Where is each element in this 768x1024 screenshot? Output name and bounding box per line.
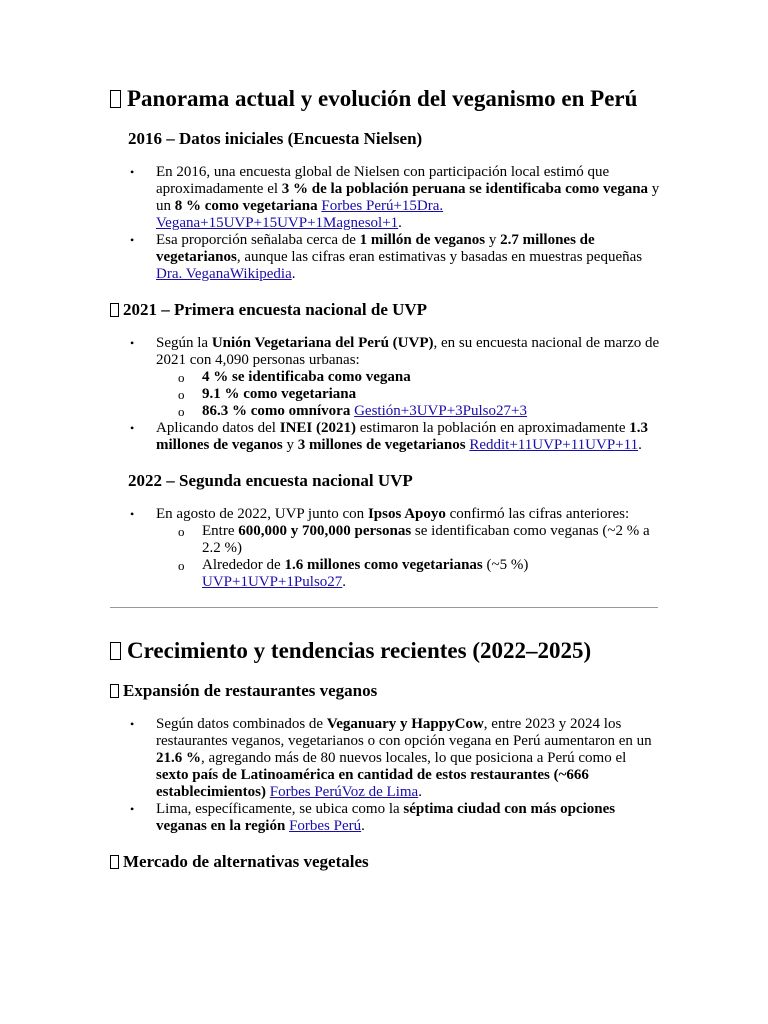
list-item: • Esa proporción señalaba cerca de 1 millón de veganos y 2.7 millones de vegetarianos, aunque las cifras eran estimativas y basadas en muestras pequeñas Dra. VeganaWikipedia. xyxy=(110,232,660,283)
source-link[interactable]: UVP+1UVP+1Pulso27 xyxy=(202,574,343,590)
list-item: • Según la Unión Vegetariana del Perú (UVP), en su encuesta nacional de marzo de 2021 con 4,090 personas urbanas: o 4 % se identificaba como vegana o 9.1 % como vegetariana o 86.3 % como omnívora Gestión+3UVP+3Pulso27+3 xyxy=(110,335,660,420)
source-link[interactable]: Forbes Perú+15Dra. Vegana+15UVP+15UVP+1Magnesol+1 xyxy=(156,198,444,231)
sub-item: o 4 % se identificaba como vegana xyxy=(156,369,660,386)
source-link[interactable]: Dra. VeganaWikipedia xyxy=(156,266,292,282)
title-text: Crecimiento y tendencias recientes (2022–2025) xyxy=(127,638,592,663)
sub-item: o Alrededor de 1.6 millones como vegetarianas (~5 %) UVP+1UVP+1Pulso27. xyxy=(156,557,660,591)
heading-2016: 2016 – Datos iniciales (Encuesta Nielsen) xyxy=(128,129,423,148)
missing-glyph-icon xyxy=(110,90,121,108)
list-2021 xyxy=(110,335,660,454)
missing-glyph-icon xyxy=(110,855,119,869)
heading-text: Expansión de restaurantes veganos xyxy=(123,681,378,700)
heading-2021 xyxy=(110,299,660,321)
list-2016 xyxy=(110,164,660,283)
missing-glyph-icon xyxy=(110,684,119,698)
sublist-2021 xyxy=(156,369,660,420)
document-body xyxy=(110,84,660,873)
sub-item: o Entre 600,000 y 700,000 personas se identificaban como veganas (~2 % a 2.2 %) xyxy=(156,523,660,557)
list-item: • En agosto de 2022, UVP junto con Ipsos Apoyo confirmó las cifras anteriores: o Entre 600,000 y 700,000 personas se identificaban como veganas (~2 % a 2.2 %) o Alrededor de 1.6 millones como vegetarianas (~5 %) UVP+1UVP+1Pulso27. xyxy=(110,506,660,591)
section-title-crecimiento xyxy=(110,636,660,666)
section-divider xyxy=(110,607,658,608)
section-title-panorama xyxy=(110,84,660,114)
list-restaurantes xyxy=(110,716,660,835)
list-item: • En 2016, una encuesta global de Nielsen con participación local estimó que aproximadamente el 3 % de la población peruana se identificaba como vegana y un 8 % como vegetariana Forbes Perú+15Dra. Vegana+15UVP+15UVP+1Magnesol+1. xyxy=(110,164,660,232)
source-link[interactable]: Forbes Perú xyxy=(289,818,362,834)
missing-glyph-icon xyxy=(110,303,119,317)
list-2022 xyxy=(110,506,660,591)
heading-mercado xyxy=(110,851,660,873)
sub-item: o 9.1 % como vegetariana xyxy=(156,386,660,403)
sublist-2022 xyxy=(156,523,660,591)
list-item: • Aplicando datos del INEI (2021) estimaron la población en aproximadamente 1.3 millones de veganos y 3 millones de vegetarianos Reddit+11UVP+11UVP+11. xyxy=(110,420,660,454)
heading-restaurantes xyxy=(110,680,660,702)
source-link[interactable]: Forbes PerúVoz de Lima xyxy=(269,784,419,800)
source-link[interactable]: Gestión+3UVP+3Pulso27+3 xyxy=(354,403,527,419)
source-link[interactable]: Reddit+11UVP+11UVP+11 xyxy=(469,437,639,453)
list-item: • Según datos combinados de Veganuary y HappyCow, entre 2023 y 2024 los restaurantes veganos, vegetarianos o con opción vegana en Perú aumentaron en un 21.6 %, agregando más de 80 nuevos locales, lo que posiciona a Perú como el sexto país de Latinoamérica en cantidad de estos restaurantes (~666 establecimientos) Forbes PerúVoz de Lima. xyxy=(110,716,660,801)
heading-2022: 2022 – Segunda encuesta nacional UVP xyxy=(128,471,413,490)
title-text: Panorama actual y evolución del veganismo en Perú xyxy=(127,86,638,111)
heading-text: 2021 – Primera encuesta nacional de UVP xyxy=(123,300,428,319)
heading-text: Mercado de alternativas vegetales xyxy=(123,852,369,871)
list-item: • Lima, específicamente, se ubica como la séptima ciudad con más opciones veganas en la región Forbes Perú. xyxy=(110,801,660,835)
sub-item: o 86.3 % como omnívora Gestión+3UVP+3Pulso27+3 xyxy=(156,403,660,420)
missing-glyph-icon xyxy=(110,642,121,660)
